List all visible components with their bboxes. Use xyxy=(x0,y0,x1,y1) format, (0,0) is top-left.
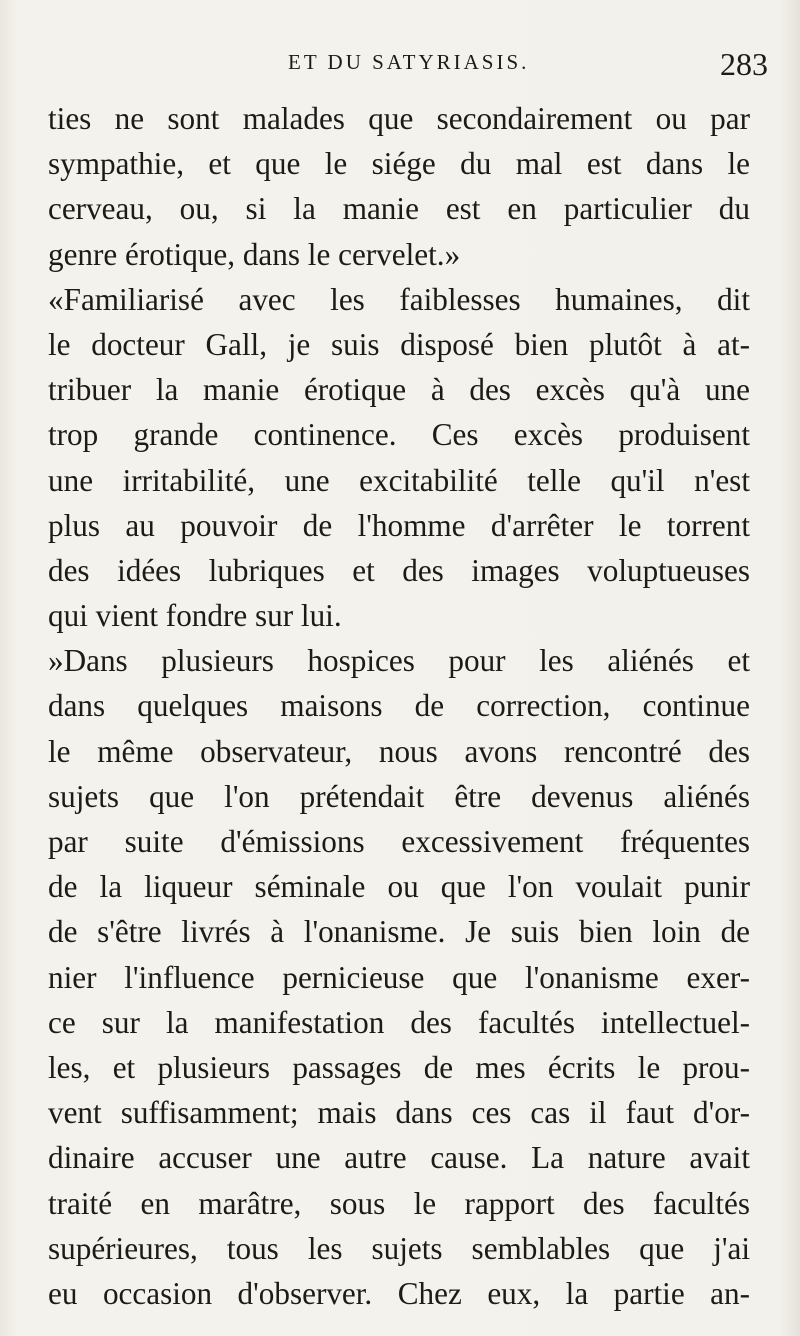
text-line: des idées lubriques et des images voluptueuses xyxy=(48,552,750,588)
text-line: une irritabilité, une excitabilité telle qu'il n'est xyxy=(48,462,750,498)
text-line: dinaire accuser une autre cause. La nature avait xyxy=(48,1140,750,1176)
page-header xyxy=(48,48,768,88)
text-line: eu occasion d'observer. Chez eux, la partie an- xyxy=(48,1275,750,1311)
text-line: sympathie, et que le siége du mal est dans le xyxy=(48,146,750,182)
text-line: cerveau, ou, si la manie est en particulier du xyxy=(48,191,750,227)
text-line: sujets que l'on prétendait être devenus aliénés xyxy=(48,778,750,814)
page-number: 283 xyxy=(720,46,768,82)
text-line: le même observateur, nous avons rencontré des xyxy=(48,733,750,769)
text-line: vent suffisamment; mais dans ces cas il faut d'or- xyxy=(48,1095,750,1131)
text-line: traité en marâtre, sous le rapport des facultés xyxy=(48,1185,750,1221)
body-text xyxy=(48,96,750,1316)
text-line: de s'être livrés à l'onanisme. Je suis bien loin de xyxy=(48,914,750,950)
text-line: «Familiarisé avec les faiblesses humaines, dit xyxy=(48,281,750,317)
running-head: ET DU SATYRIASIS. xyxy=(288,50,530,74)
text-line: le docteur Gall, je suis disposé bien plutôt à at- xyxy=(48,326,750,362)
text-line: »Dans plusieurs hospices pour les aliénés et xyxy=(48,643,750,679)
text-line: plus au pouvoir de l'homme d'arrêter le torrent xyxy=(48,507,750,543)
text-line: les, et plusieurs passages de mes écrits le prou- xyxy=(48,1049,750,1085)
text-line: genre érotique, dans le cervelet.» xyxy=(48,236,461,272)
text-line: par suite d'émissions excessivement fréquentes xyxy=(48,824,750,859)
text-line: qui vient fondre sur lui. xyxy=(48,598,342,634)
text-line: trop grande continence. Ces excès produisent xyxy=(48,417,750,453)
text-line: ties ne sont malades que secondairement ou par xyxy=(48,101,750,136)
text-line: supérieures, tous les sujets semblables que j'ai xyxy=(48,1230,750,1266)
text-line: dans quelques maisons de correction, continue xyxy=(48,688,750,724)
text-line: nier l'influence pernicieuse que l'onanisme exer- xyxy=(48,959,750,995)
text-line: tribuer la manie érotique à des excès qu'à une xyxy=(48,372,750,408)
text-line: ce sur la manifestation des facultés intellectuel- xyxy=(48,1004,750,1040)
text-line: de la liqueur séminale ou que l'on voulait punir xyxy=(48,869,750,905)
